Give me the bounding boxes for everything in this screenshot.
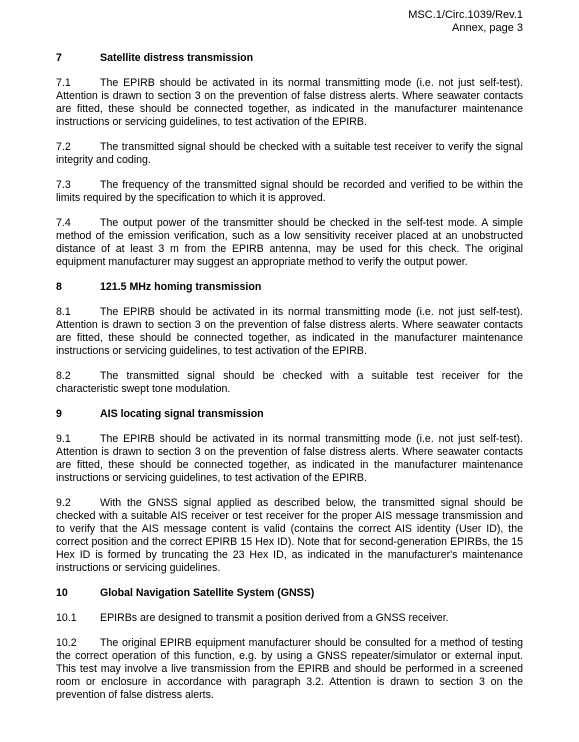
- section-heading: [56, 587, 523, 600]
- paragraph-text: The transmitted signal should be checked with a suitable test receiver for the characteristic swept tone modulation.: [56, 370, 523, 395]
- section-number: 10: [56, 587, 68, 599]
- paragraph-text: With the GNSS signal applied as described below, the transmitted signal should be checked with a suitable AIS receiver or test receiver for the proper AIS message transmission and to verify that the AIS message content is valid (contains the correct AIS identity (User ID), the correct position and the correct EPIRB 15 Hex ID). Note that for second-generation EPIRBs, the 15 Hex ID is formed by truncating the 23 Hex ID, as indicated in the manufacturer's maintenance instructions or servicing guidelines.: [56, 497, 523, 574]
- section-title: AIS locating signal transmission: [100, 408, 264, 420]
- section-number: 7: [56, 52, 62, 64]
- paragraph-number: 10.1: [56, 612, 77, 624]
- paragraph: [56, 217, 523, 269]
- paragraph: [56, 637, 523, 702]
- paragraph-text: The EPIRB should be activated in its normal transmitting mode (i.e. not just self-test). Attention is drawn to section 3 on the prevention of false distress alerts. Where seawater contacts are fitted, these should be connected together, as indicated in the manufacturer maintenance instructions or servicing guidelines, to test activation of the EPIRB.: [56, 77, 523, 128]
- section-number: 9: [56, 408, 62, 420]
- paragraph-text: The output power of the transmitter should be checked in the self-test mode. A simple method of the emission verification, such as a low sensitivity receiver placed at an unobstructed distance of at least 3 m from the EPIRB antenna, may be used for this check. The original equipment manufacturer may suggest an appropriate method to verify the output power.: [56, 217, 523, 268]
- section-title: 121.5 MHz homing transmission: [100, 281, 262, 293]
- paragraph-number: 7.2: [56, 141, 71, 153]
- paragraph-number: 9.1: [56, 433, 71, 445]
- section-title: Global Navigation Satellite System (GNSS): [100, 587, 315, 599]
- paragraph: [56, 497, 523, 575]
- page-number: Annex, page 3: [452, 22, 523, 34]
- section-heading: [56, 408, 523, 421]
- paragraph: [56, 370, 523, 396]
- paragraph-number: 7.4: [56, 217, 71, 229]
- section-number: 8: [56, 281, 62, 293]
- paragraph-text: The EPIRB should be activated in its normal transmitting mode (i.e. not just self-test). Attention is drawn to section 3 on the prevention of false distress alerts. Where seawater contacts are fitted, these should be connected together, as indicated in the manufacturer maintenance instructions or servicing guidelines, to test activation of the EPIRB.: [56, 433, 523, 484]
- paragraph: [56, 141, 523, 167]
- paragraph-number: 7.3: [56, 179, 71, 191]
- paragraph-number: 10.2: [56, 637, 77, 649]
- paragraph: [56, 306, 523, 358]
- paragraph-text: The transmitted signal should be checked with a suitable test receiver to verify the signal integrity and coding.: [56, 141, 523, 166]
- paragraph-text: The frequency of the transmitted signal should be recorded and verified to be within the limits required by the specification to which it is approved.: [56, 179, 523, 204]
- section-heading: [56, 281, 523, 294]
- paragraph: [56, 433, 523, 485]
- paragraph: [56, 612, 523, 625]
- document-reference: MSC.1/Circ.1039/Rev.1: [408, 9, 523, 21]
- paragraph: [56, 179, 523, 205]
- section-heading: [56, 52, 523, 65]
- paragraph-number: 8.2: [56, 370, 71, 382]
- paragraph-number: 7.1: [56, 77, 71, 89]
- paragraph-number: 9.2: [56, 497, 71, 509]
- paragraph-number: 8.1: [56, 306, 71, 318]
- document-body: [56, 52, 523, 702]
- paragraph-text: The EPIRB should be activated in its normal transmitting mode (i.e. not just self-test). Attention is drawn to section 3 on the prevention of false distress alerts. Where seawater contacts are fitted, these should be connected together, as indicated in the manufacturer maintenance instructions or servicing guidelines, to test activation of the EPIRB.: [56, 306, 523, 357]
- paragraph-text: The original EPIRB equipment manufacturer should be consulted for a method of testing the correct operation of this function, e.g. by using a GNSS repeater/simulator or external input. This test may involve a live transmission from the EPIRB and should be performed in a screened room or enclosure in accordance with paragraph 3.2. Attention is drawn to section 3 on the prevention of false distress alerts.: [56, 637, 523, 701]
- paragraph-text: EPIRBs are designed to transmit a position derived from a GNSS receiver.: [100, 612, 449, 624]
- page-header: [408, 9, 523, 35]
- section-title: Satellite distress transmission: [100, 52, 254, 64]
- paragraph: [56, 77, 523, 129]
